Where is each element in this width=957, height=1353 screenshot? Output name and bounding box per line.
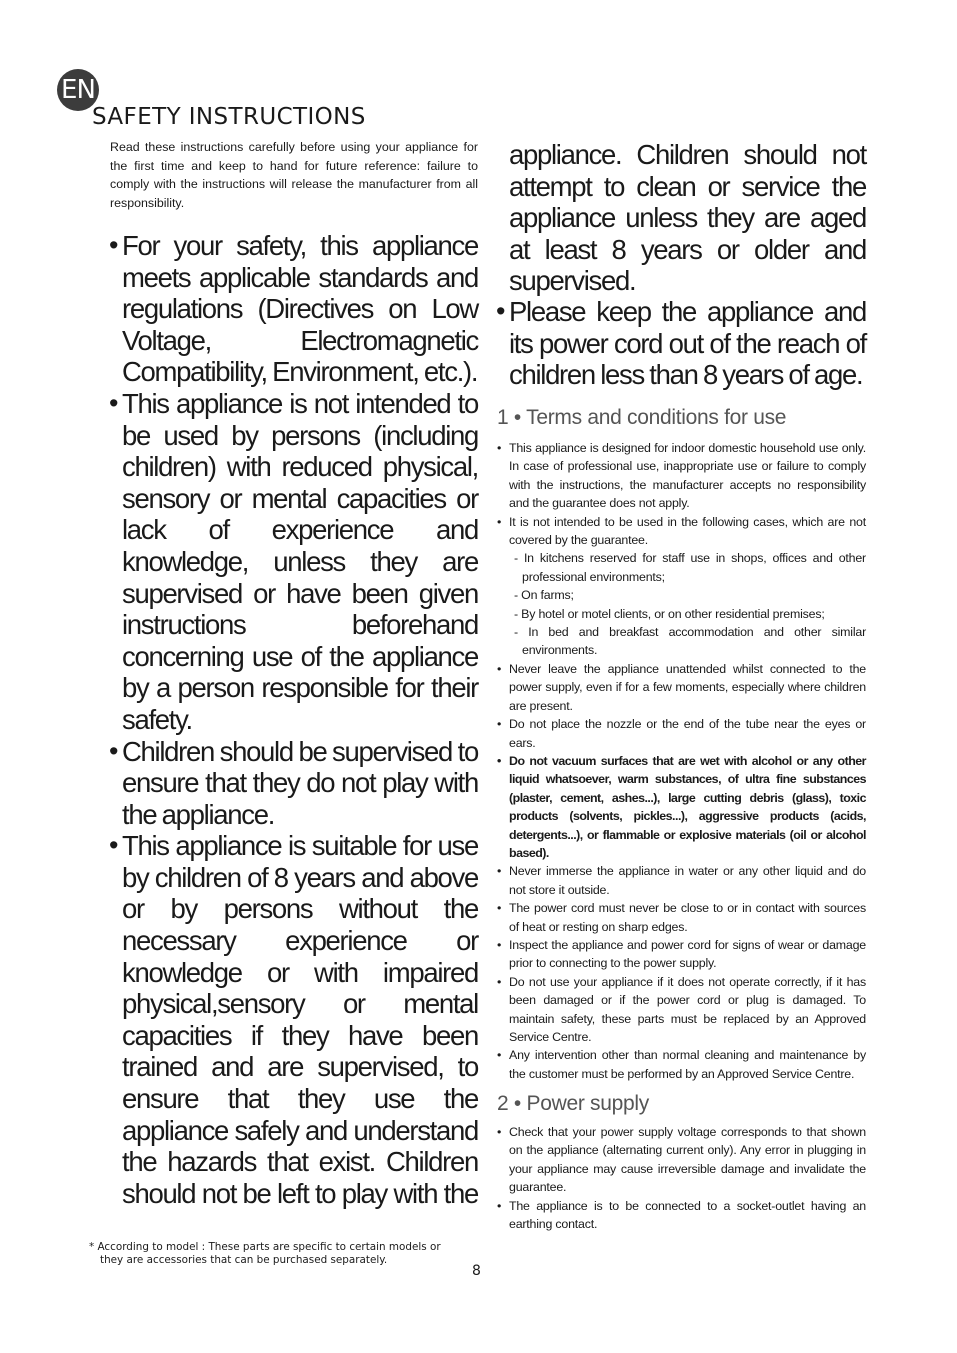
bullet-icon: • (109, 735, 118, 766)
large-safety-item-text: This appliance is not intended to be used by persons (including children) with reduced physical, sensory or mental capacities or lack of experience and knowledge, unless they are supervised or have been given instructions beforehand concerning use of the appliance by a person responsible for their safety. (122, 387, 478, 735)
bullet-icon: • (497, 1125, 502, 1139)
large-safety-item-text: For your safety, this appliance meets applicable standards and regulations (Directives on Low Voltage, Electromagnetic Compatibility, Environment, etc.). (122, 230, 478, 388)
large-safety-item (496, 296, 866, 391)
bullet-icon: • (497, 1198, 502, 1213)
list-item (509, 623, 866, 660)
large-safety-item-text: Children should be supervised to ensure that they do not play with the appliance. (122, 735, 478, 830)
list-item (497, 660, 866, 715)
bullet-icon: • (497, 864, 502, 879)
footnote: * According to model : These parts are specific to certain models or they are accessories that can be purchased separately. (89, 1241, 441, 1267)
bullet-icon: • (497, 901, 502, 916)
large-safety-item (109, 830, 478, 1209)
bullet-icon: • (497, 514, 502, 529)
list-item-text: Do not place the nozzle or the end of the tube near the eyes or ears. (509, 717, 866, 750)
list-item (509, 605, 866, 623)
list-item (497, 1123, 866, 1197)
bullet-icon: • (109, 230, 118, 260)
large-safety-item (109, 735, 478, 831)
list-item-text: Inspect the appliance and power cord for signs of wear or damage prior to connecting to the power supply. (509, 937, 866, 971)
list-item (497, 1197, 866, 1234)
language-badge: EN (57, 69, 99, 111)
list-item (497, 862, 866, 899)
page-number: 8 (472, 1263, 481, 1279)
list-item-text: Never leave the appliance unattended whilst connected to the power supply, even if for a few moments, especially where children are present. (509, 661, 866, 713)
list-item-text: - In bed and breakfast accommodation and other similar environments. (514, 625, 866, 658)
bullet-icon: • (496, 296, 505, 326)
large-safety-continuation: appliance. Children should not attempt to clean or service the appliance unless they are aged at least 8 years or older and supervised. (509, 139, 866, 297)
large-safety-item-text: Please keep the appliance and its power cord out of the reach of children less than 8 years of age. (509, 296, 866, 391)
bullet-icon: • (497, 974, 502, 989)
list-item-text: - On farms; (514, 588, 574, 603)
bullet-icon: • (497, 753, 501, 768)
list-item-text: The appliance is to be connected to a socket-outlet having an earthing contact. (509, 1198, 866, 1232)
page-title: SAFETY INSTRUCTIONS (92, 104, 366, 130)
list-item (509, 549, 866, 586)
list-item-text: Never immerse the appliance in water or any other liquid and do not store it outside. (509, 864, 866, 897)
bullet-icon: • (109, 830, 118, 861)
list-item (509, 586, 866, 604)
large-safety-item-text: This appliance is suitable for use by children of 8 years and above or by persons without the necessary experience or knowledge or with impaired physical,sensory or mental capacities if they have been trained and are supervised, to ensure that they use the appliance safely and understand the hazards that exist. Children should not be left to play with the (122, 830, 478, 1209)
large-safety-item (109, 387, 478, 736)
list-item (497, 936, 866, 973)
bullet-icon: • (497, 1048, 502, 1063)
list-item (497, 973, 866, 1047)
large-safety-item (109, 230, 478, 388)
list-item-text: Any intervention other than normal cleaning and maintenance by the customer must be performed by an Approved Service Centre. (509, 1048, 866, 1081)
list-item (497, 513, 866, 550)
large-safety-list-left (109, 230, 478, 1209)
bullet-icon: • (497, 937, 502, 952)
list-item (497, 899, 866, 936)
large-safety-list-right (496, 296, 866, 391)
bullet-icon: • (497, 441, 502, 455)
intro-paragraph: Read these instructions carefully before using your appliance for the first time and keep to hand for future reference: failure to comply with the instructions will release the manufacturer from all responsibility. (110, 140, 478, 210)
section-1-list (497, 439, 866, 1083)
list-item (497, 715, 866, 752)
list-item-text: Do not use your appliance if it does not operate correctly, if it has been damaged or if the power cord or plug is damaged. To maintain safety, these parts must be replaced by an Approved Service Centre. (509, 974, 866, 1044)
bullet-icon: • (497, 661, 502, 676)
list-item-text: - In kitchens reserved for staff use in shops, offices and other professional environments; (514, 551, 866, 584)
section-2-list (497, 1123, 866, 1233)
list-item (497, 1046, 866, 1083)
bullet-icon: • (497, 717, 502, 732)
list-item (497, 439, 866, 513)
bullet-icon: • (109, 387, 118, 418)
list-item-text: It is not intended to be used in the following cases, which are not covered by the guarantee. (509, 514, 866, 548)
section-2-heading: 2 • Power supply (497, 1092, 649, 1115)
list-item-text: The power cord must never be close to or in contact with sources of heat or resting on sharp edges. (509, 901, 866, 934)
list-item-text: Do not vacuum surfaces that are wet with alcohol or any other liquid whatsoever, warm substances, of ultra fine substances (plaster, cement, ashes...), large cutting debris (glass), toxic products (solvents, pickles...), aggressive products (acids, detergents...), or flammable or explosive materials (oil or alcohol based). (509, 753, 866, 860)
list-item-text: Check that your power supply voltage corresponds to that shown on the appliance (alternating current only). Any error in plugging in your appliance may cause irreversible damage and invalidate the guarantee. (509, 1125, 866, 1195)
list-item-text: This appliance is designed for indoor domestic household use only. In case of professional use, inappropriate use or failure to comply with the instructions, the manufacturer accepts no responsibility and the guarantee does not apply. (509, 441, 866, 511)
list-item-text: - By hotel or motel clients, or on other residential premises; (514, 606, 825, 621)
list-item (497, 752, 866, 862)
section-1-heading: 1 • Terms and conditions for use (497, 406, 787, 429)
